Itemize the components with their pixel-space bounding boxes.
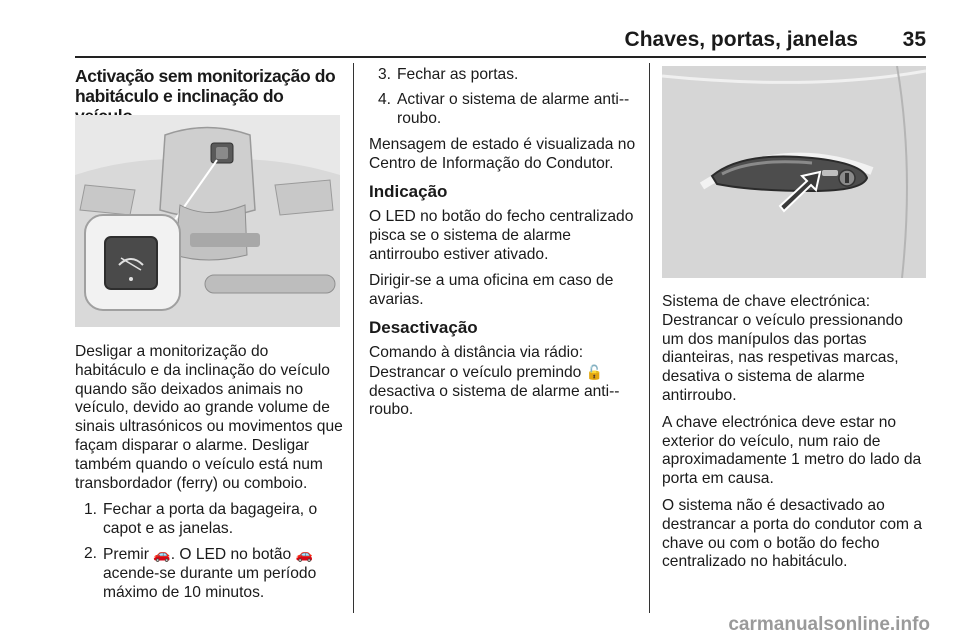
step-text-post: acende-se durante um período máximo de 10 minutos. bbox=[103, 564, 317, 601]
roof-console-illustration bbox=[75, 115, 340, 327]
section-heading-activation: Activação sem monitorização do habitáculo e inclinação do bbox=[75, 66, 336, 106]
column-2 bbox=[369, 66, 637, 428]
door-handle-figure bbox=[662, 66, 926, 278]
section-heading-indication: Indicação bbox=[369, 181, 448, 201]
list-item bbox=[369, 66, 637, 85]
step-number: 4. bbox=[378, 90, 392, 108]
list-item bbox=[75, 501, 343, 539]
deactivation-text-post: desactiva o sistema de alarme anti--roubo. bbox=[369, 382, 620, 419]
step-number: 1. bbox=[84, 501, 98, 519]
column-1-body bbox=[75, 343, 343, 610]
car-tilt-icon: 🚗 bbox=[153, 545, 171, 562]
step-text-mid: . O LED no botão bbox=[170, 545, 296, 563]
deactivation-paragraph bbox=[369, 344, 637, 420]
column-divider-1 bbox=[353, 63, 354, 613]
step-number: 3. bbox=[378, 66, 392, 83]
list-item bbox=[369, 91, 637, 129]
status-message-paragraph: Mensagem de estado é visualizada no Centro de Informação do Condutor. bbox=[369, 136, 636, 173]
step-text: Fechar as portas. bbox=[397, 66, 519, 83]
step-text: Activar o sistema de alarme anti--roubo. bbox=[397, 90, 630, 127]
steps-list-2 bbox=[369, 66, 637, 128]
section-heading-deactivation: Desactivação bbox=[369, 317, 478, 337]
car-tilt-icon: 🚗 bbox=[295, 545, 313, 562]
header-title: Chaves, portas, janelas bbox=[624, 28, 858, 51]
column-3-body bbox=[662, 293, 928, 580]
door-handle-illustration bbox=[662, 66, 926, 278]
step-number: 2. bbox=[84, 544, 98, 562]
header-rule bbox=[75, 56, 926, 58]
step-text-pre: Premir bbox=[103, 545, 154, 563]
indication-paragraph-2: Dirigir-se a uma oficina em caso de avarias. bbox=[369, 272, 614, 309]
step-text: Fechar a porta da bagageira, o capot e as janelas. bbox=[103, 501, 318, 538]
keyless-paragraph-2: A chave electrónica deve estar no exterior do veículo, num raio de aproximadamente 1 metro do lado da porta em causa. bbox=[662, 413, 922, 488]
deactivation-text-pre: Comando à distância via rádio: Destrancar o veículo premindo bbox=[369, 343, 586, 381]
page-number: 35 bbox=[902, 28, 926, 51]
interior-monitoring-figure bbox=[75, 115, 340, 327]
indication-paragraph-1: O LED no botão do fecho centralizado pisca se o sistema de alarme antirroubo estiver ativado. bbox=[369, 207, 634, 263]
column-divider-2 bbox=[649, 63, 650, 613]
steps-list-1 bbox=[75, 501, 343, 602]
keyless-paragraph-3: O sistema não é desactivado ao destrancar a porta do condutor com a chave ou com o botão do fecho centralizado no habitáculo. bbox=[662, 496, 923, 571]
list-item bbox=[75, 545, 343, 602]
paragraph-disable-monitoring: Desligar a monitorização do habitáculo e da inclinação do veículo quando são deixados animais no veículo, devido ao grande volume de sinais ultrasónicos ou movimentos que façam disparar o alarme. Desligar também quando o veículo está num transbordador (ferry) ou comboio. bbox=[75, 343, 343, 492]
unlock-icon: 🔓 bbox=[585, 363, 604, 380]
keyless-paragraph-1: Sistema de chave electrónica: Destrancar o veículo pressionando um dos manípulos das portas dianteiras, nas respetivas marcas, desativa o sistema de alarme antirroubo. bbox=[662, 293, 903, 404]
watermark: carmanualsonline.info bbox=[728, 614, 930, 635]
